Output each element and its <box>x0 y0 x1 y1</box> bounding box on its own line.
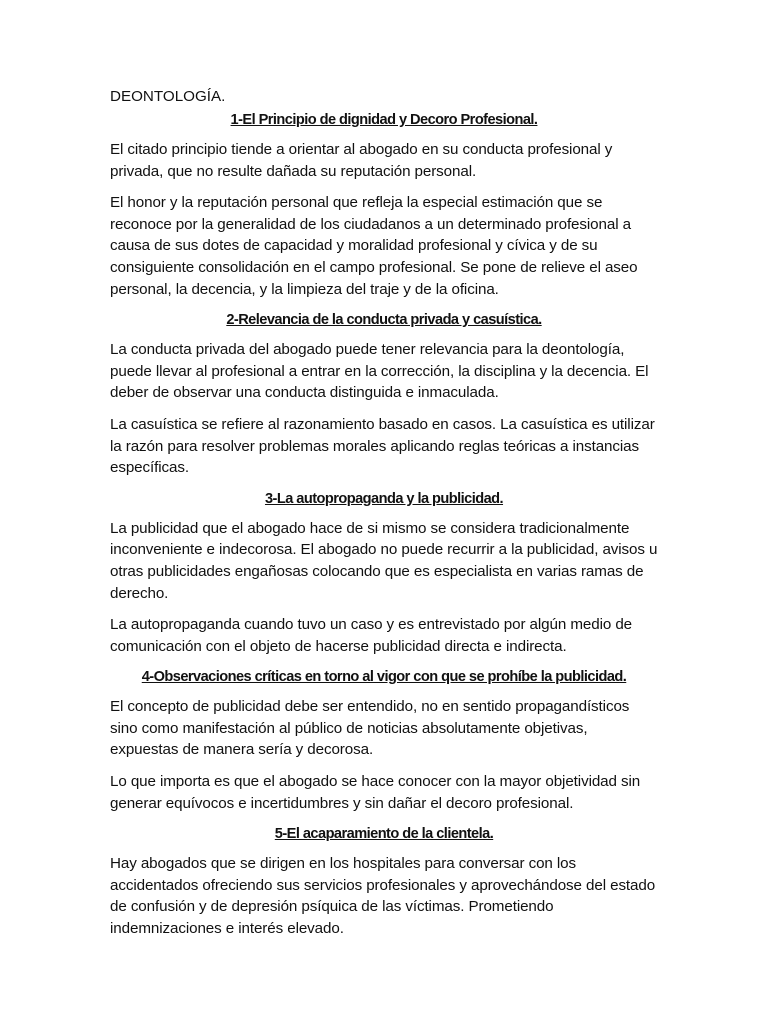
section-4-paragraph-2: Lo que importa es que el abogado se hace conocer con la mayor objetividad sin generar equívocos e incertidumbres y sin dañar el decoro profesional. <box>110 773 641 812</box>
section-3-heading: 3-La autopropaganda y la publicidad. <box>264 490 504 507</box>
document-page <box>110 86 658 950</box>
section-5-heading: 5-El acaparamiento de la clientela. <box>274 826 494 843</box>
section-1-heading: 1-El Principio de dignidad y Decoro Profesional. <box>230 112 538 128</box>
section-2-paragraph-1: La conducta privada del abogado puede tener relevancia para la deontología, puede llevar al profesional a entrar en la corrección, la disciplina y la decencia. El deber de observar una conducta distinguida e inmaculada. <box>110 341 649 402</box>
section-3-paragraph-1: La publicidad que el abogado hace de si mismo se considera tradicionalmente inconveniente e indecorosa. El abogado no puede recurrir a la publicidad, avisos u otras publicidades engañosas colocando que es especialista en varias ramas de derecho. <box>110 519 658 602</box>
section-1-paragraph-1: El citado principio tiende a orientar al abogado en su conducta profesional y privada, que no resulte dañada su reputación personal. <box>110 141 613 180</box>
section-1-paragraph-2: El honor y la reputación personal que refleja la especial estimación que se reconoce por la generalidad de los ciudadanos a un determinado profesional a causa de sus dotes de capacidad y moralidad profesional y cívica y de su consiguiente consolidación en el campo profesional. Se pone de relieve el aseo personal, la decencia, y la limpieza del traje y de la oficina. <box>110 194 638 298</box>
section-4-heading: 4-Observaciones críticas en torno al vigor con que se prohíbe la publicidad. <box>141 669 627 686</box>
section-3-paragraph-2: La autopropaganda cuando tuvo un caso y es entrevistado por algún medio de comunicación con el objeto de hacerse publicidad directa e indirecta. <box>110 616 633 655</box>
section-5-paragraph-1: Hay abogados que se dirigen en los hospitales para conversar con los accidentados ofreciendo sus servicios profesionales y aprovechándose del estado de confusión y de depresión psíquica de las víctimas. Prometiendo indemnizaciones e interés elevado. <box>110 855 656 938</box>
document-title: DEONTOLOGÍA. <box>110 88 226 105</box>
section-2-heading: 2-Relevancia de la conducta privada y casuística. <box>226 312 542 329</box>
section-2-paragraph-2: La casuística se refiere al razonamiento basado en casos. La casuística es utilizar la razón para resolver problemas morales aplicando reglas teóricas a instancias específicas. <box>110 415 655 477</box>
section-4-paragraph-1: El concepto de publicidad debe ser entendido, no en sentido propagandísticos sino como manifestación al público de noticias absolutamente objetivas, expuestas de manera sería y decorosa. <box>110 698 630 759</box>
